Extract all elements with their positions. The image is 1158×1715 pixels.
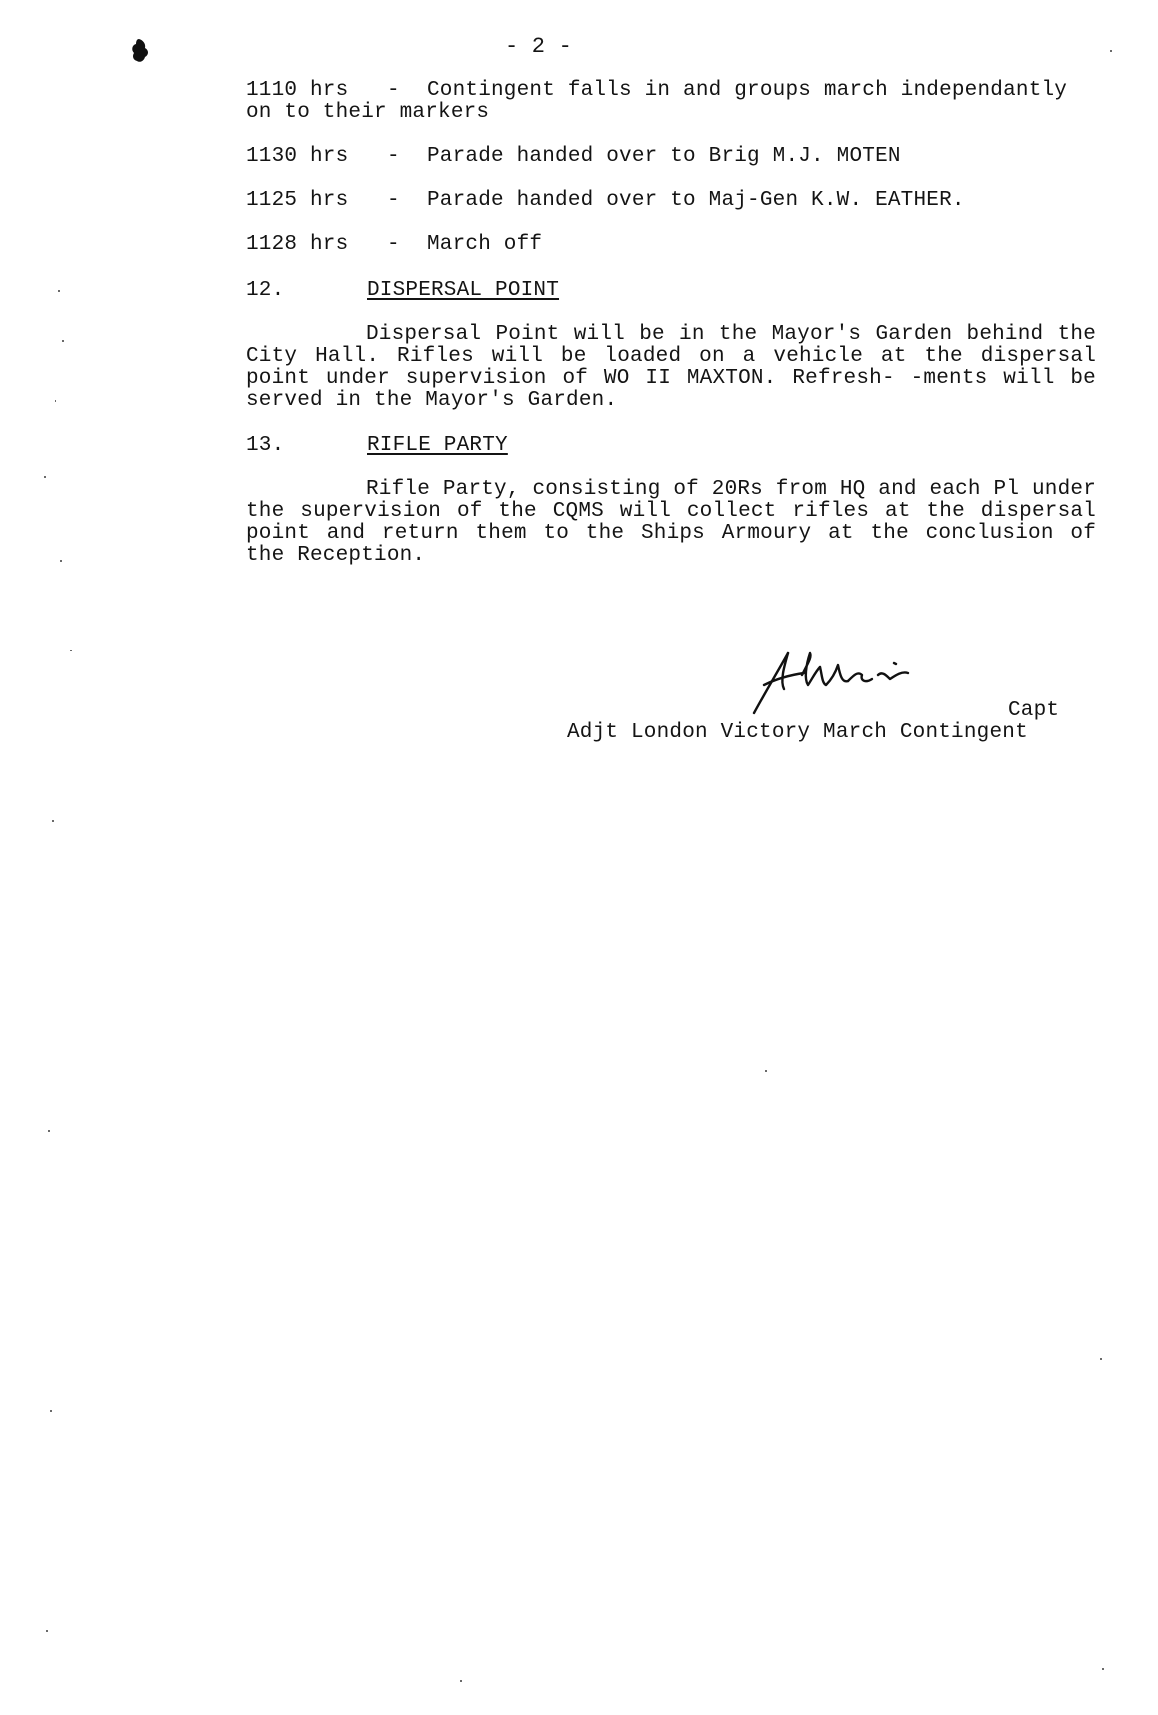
schedule-time-1: 1110 hrs	[246, 79, 349, 102]
schedule-continuation-1: on to their markers	[246, 101, 490, 124]
schedule-time-3: 1125 hrs	[246, 189, 349, 212]
schedule-dash-4: -	[387, 233, 400, 256]
schedule-text-1: Contingent falls in and groups march independantly	[427, 79, 1068, 102]
scan-speck	[46, 1630, 48, 1632]
scan-speck	[44, 476, 46, 478]
scan-speck	[48, 1130, 50, 1132]
handwritten-signature	[750, 645, 930, 717]
section-heading-dispersal-point: DISPERSAL POINT	[367, 279, 560, 302]
section-number-13: 13.	[246, 434, 285, 457]
schedule-dash-3: -	[387, 189, 400, 212]
scan-speck	[58, 290, 60, 292]
schedule-time-4: 1128 hrs	[246, 233, 349, 256]
scan-speck	[1102, 1668, 1104, 1670]
scan-speck	[460, 1680, 462, 1682]
scan-speck	[62, 340, 64, 342]
page-number: - 2 -	[505, 34, 573, 59]
schedule-text-3: Parade handed over to Maj-Gen K.W. EATHER.	[427, 189, 965, 212]
schedule-text-4: March off	[427, 233, 543, 256]
scan-speck	[55, 400, 56, 402]
section-body-rifle-party: Rifle Party, consisting of 20Rs from HQ and each Pl under the supervision of the CQMS will collect rifles at the dispersal point and return them to the Ships Armoury at the conclusion of the Reception.	[246, 478, 1096, 567]
scan-speck	[1110, 50, 1112, 52]
scan-speck	[50, 1410, 52, 1412]
schedule-text-2: Parade handed over to Brig M.J. MOTEN	[427, 145, 901, 168]
schedule-dash-2: -	[387, 145, 400, 168]
scan-speck	[1100, 1358, 1102, 1360]
signature-title: Adjt London Victory March Contingent	[567, 721, 1028, 744]
schedule-dash-1: -	[387, 79, 400, 102]
section-number-12: 12.	[246, 279, 285, 302]
section-heading-rifle-party: RIFLE PARTY	[367, 434, 508, 457]
scan-speck	[52, 820, 54, 822]
scan-speck	[765, 1070, 767, 1072]
section-body-dispersal-point: Dispersal Point will be in the Mayor's Garden behind the City Hall. Rifles will be loaded on a vehicle at the dispersal point under supervision of WO II MAXTON. Refresh- -ments will be served in the Mayor's Garden.	[246, 323, 1096, 412]
ink-blot	[130, 38, 150, 64]
schedule-time-2: 1130 hrs	[246, 145, 349, 168]
scan-speck	[70, 650, 72, 651]
scan-speck	[60, 560, 62, 562]
signature-rank: Capt	[1008, 699, 1060, 722]
